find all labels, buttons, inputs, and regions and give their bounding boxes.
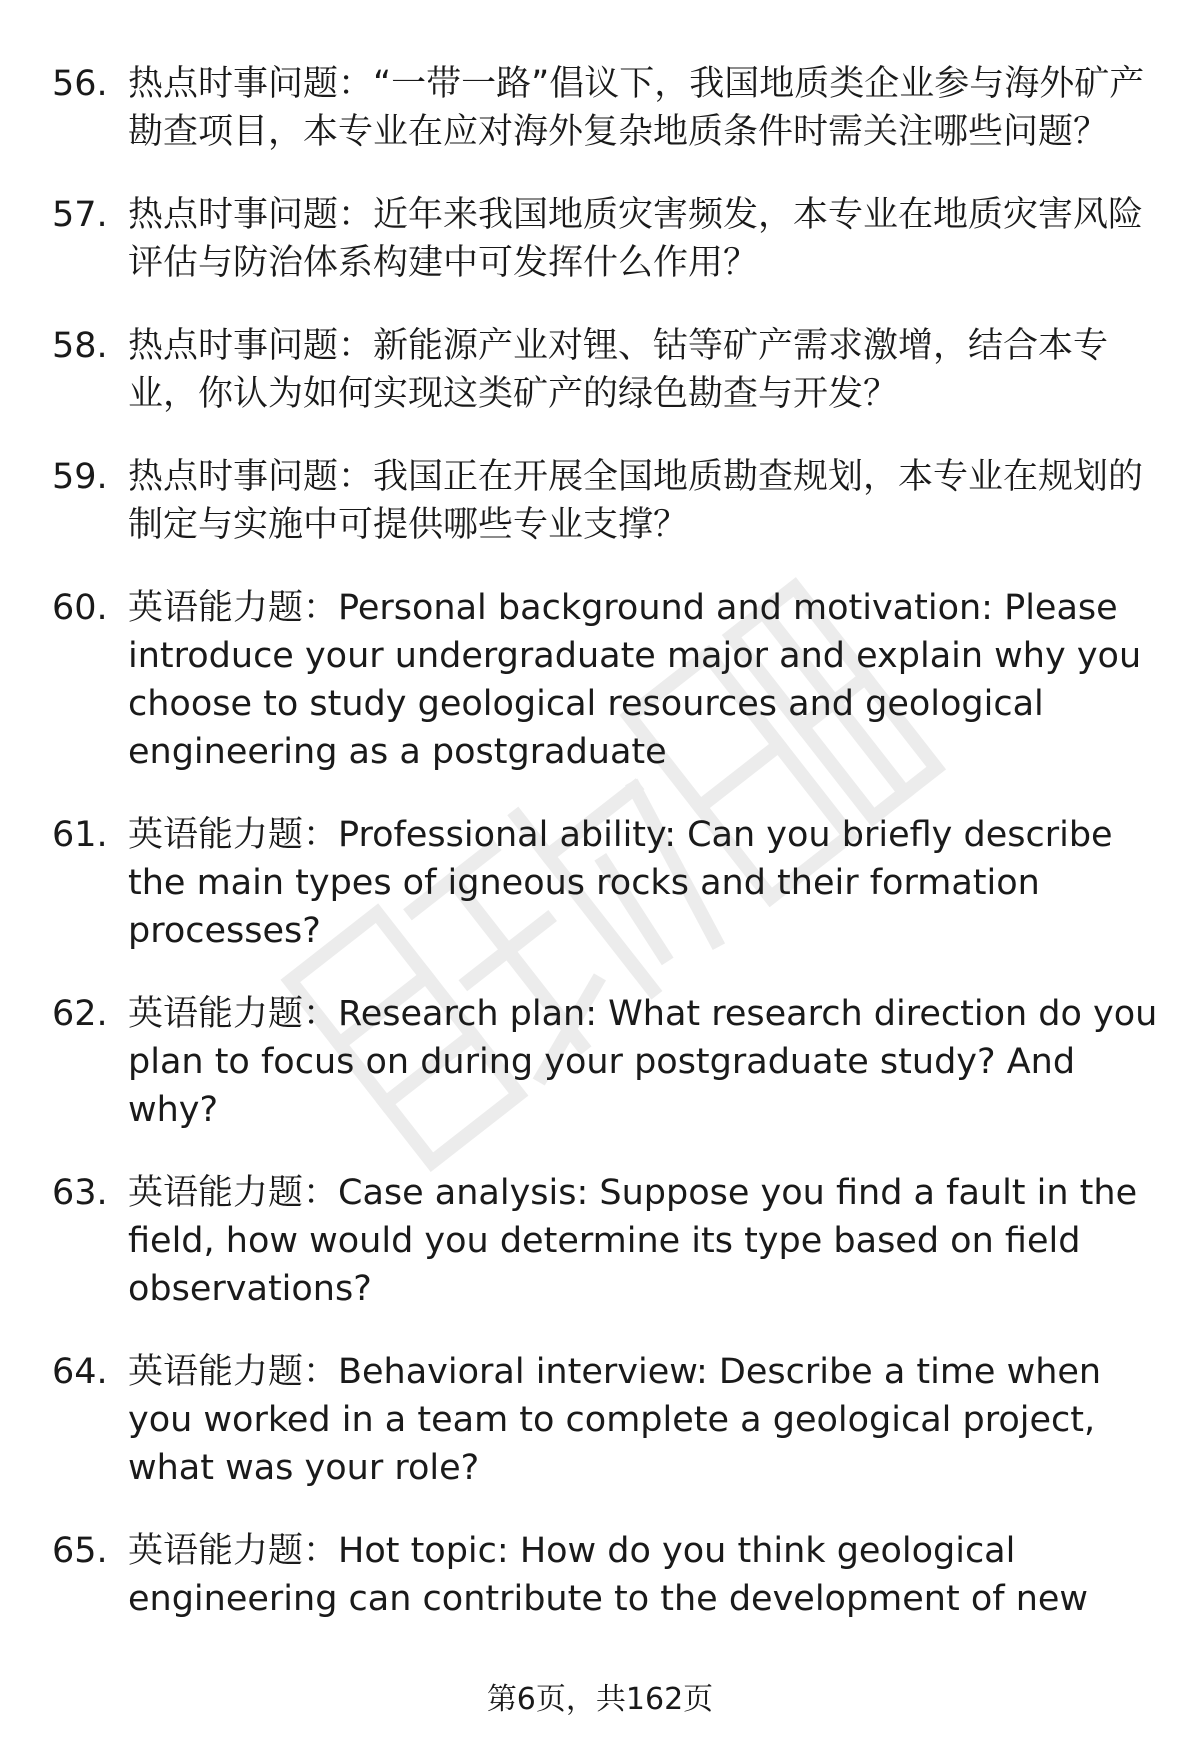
- question-text: 英语能力题：Hot topic: How do you think geological engineering can contribute to the development of new: [128, 1531, 1089, 1619]
- question-item: [52, 584, 1162, 776]
- question-text: 英语能力题：Personal background and motivation: Please introduce your undergraduate major and explain why you choose to study geological resources and geological engineering as a postgraduate: [128, 588, 1142, 772]
- question-number: 61.: [52, 815, 108, 855]
- question-number: 58.: [52, 326, 108, 366]
- question-number: 65.: [52, 1531, 108, 1571]
- question-number: 59.: [52, 457, 108, 497]
- question-item: [52, 322, 1162, 418]
- question-item: [52, 990, 1162, 1134]
- question-number: 57.: [52, 195, 108, 235]
- page-number: 第6页，共162页: [486, 1682, 714, 1717]
- question-item: [52, 60, 1162, 156]
- question-item: [52, 1169, 1162, 1313]
- question-text: 英语能力题：Case analysis: Suppose you find a fault in the field, how would you determine its type based on field observations?: [128, 1173, 1138, 1309]
- question-text: 热点时事问题：我国正在开展全国地质勘查规划，本专业在规划的制定与实施中可提供哪些专业支撑？: [128, 457, 1144, 545]
- question-number: 62.: [52, 994, 108, 1034]
- question-text: 热点时事问题：新能源产业对锂、钴等矿产需求激增，结合本专业，你认为如何实现这类矿产的绿色勘查与开发？: [128, 326, 1109, 414]
- question-text: 英语能力题：Behavioral interview: Describe a time when you worked in a team to complete a geological project, what was your role?: [128, 1352, 1102, 1488]
- question-text: 英语能力题：Research plan: What research direction do you plan to focus on during your postgraduate study? And why?: [128, 994, 1158, 1130]
- question-text: 热点时事问题：“一带一路”倡议下，我国地质类企业参与海外矿产勘查项目，本专业在应对海外复杂地质条件时需关注哪些问题？: [128, 64, 1145, 152]
- question-list: [52, 60, 1162, 1623]
- question-text: 热点时事问题：近年来我国地质灾害频发，本专业在地质灾害风险评估与防治体系构建中可发挥什么作用？: [128, 195, 1144, 283]
- question-number: 56.: [52, 64, 108, 104]
- question-item: [52, 811, 1162, 955]
- question-number: 60.: [52, 588, 108, 628]
- question-text: 英语能力题：Professional ability: Can you briefly describe the main types of igneous rocks and their formation processes?: [128, 815, 1113, 951]
- question-number: 63.: [52, 1173, 108, 1213]
- question-item: [52, 191, 1162, 287]
- question-item: [52, 1527, 1162, 1623]
- question-item: [52, 1348, 1162, 1492]
- question-number: 64.: [52, 1352, 108, 1392]
- question-item: [52, 453, 1162, 549]
